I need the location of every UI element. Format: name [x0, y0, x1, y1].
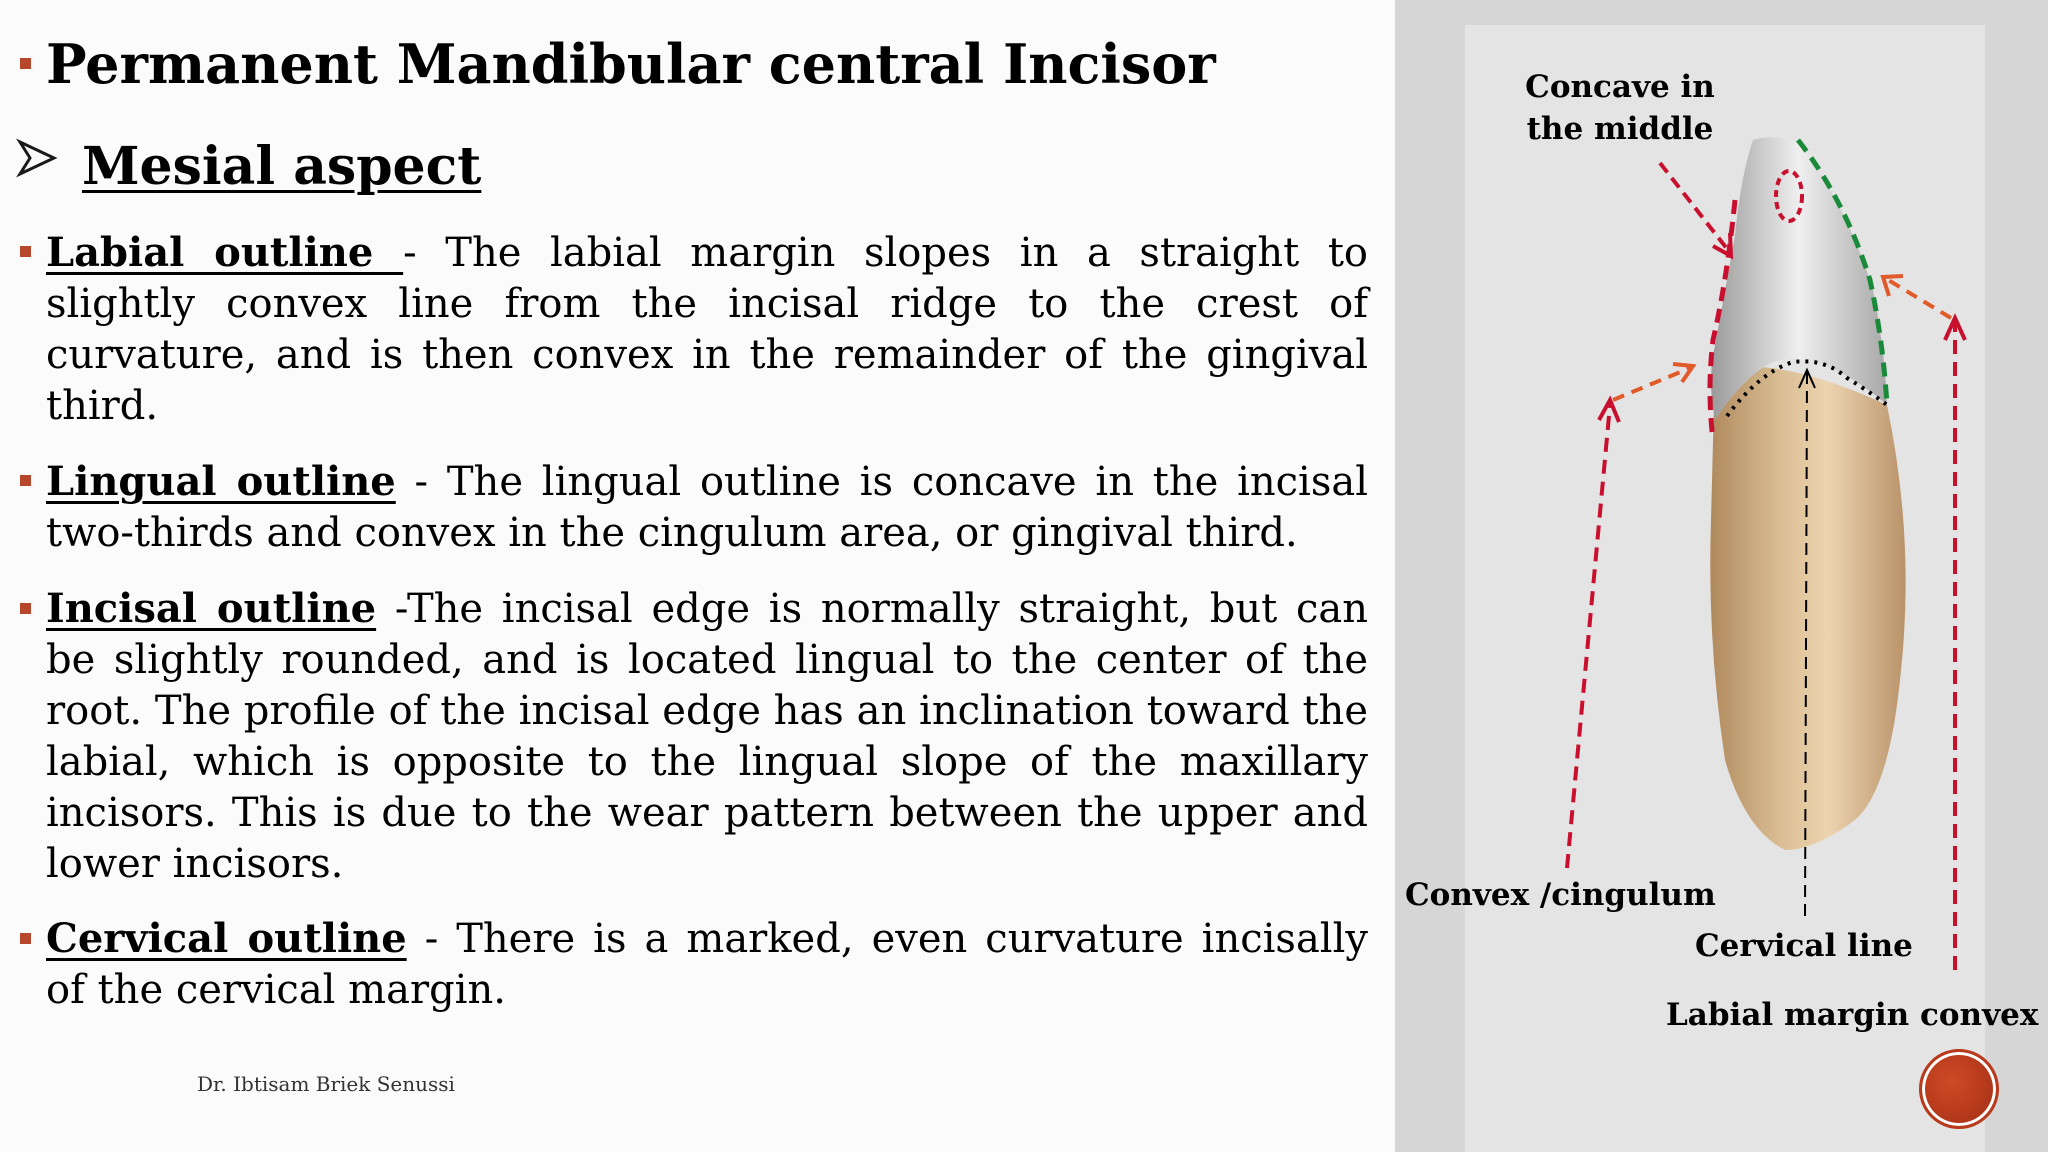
term-lingual-outline: Lingual outline: [46, 458, 396, 505]
bullet-marker: [20, 933, 31, 944]
label-convex-cingulum: Convex /cingulum: [1405, 877, 1716, 913]
bullet-marker: [20, 58, 31, 69]
tooth-root: [1710, 367, 1905, 850]
slide-title: Permanent Mandibular central Incisor: [46, 32, 1216, 96]
term-cervical-outline: Cervical outline: [46, 915, 407, 962]
tooth-diagram: [1395, 0, 2048, 1152]
slide-footer-author: Dr. Ibtisam Briek Senussi: [197, 1072, 455, 1096]
slide-logo-badge: [1919, 1049, 1999, 1129]
paragraph-text: -The incisal edge is normally straight, but can be slightly rounded, and is located lingual to the center of the root. The profile of the incisal edge has an inclination toward the labial, which is opposite to the lingual slope of the maxillary incisors. This is due to the wear pattern between the upper and lower incisors.: [46, 586, 1369, 887]
label-cervical-line: Cervical line: [1695, 928, 1913, 964]
paragraph-lingual: [46, 456, 1368, 559]
tooth-figure-panel: [1395, 0, 2048, 1152]
label-concave-middle: Concave in the middle: [1525, 69, 1715, 147]
bullet-marker: [20, 603, 31, 614]
bullet-marker: [20, 475, 31, 486]
label-labial-margin-convex: Labial margin convex: [1666, 997, 2039, 1033]
paragraph-text: - There is a marked, even curvature incisally of the cervical margin.: [46, 916, 1368, 1013]
arrow-bullet-icon: [16, 136, 60, 180]
paragraph-text: - The labial margin slopes in a straight to slightly convex line from the incisal ridge to the crest of curvature, and is then convex in the remainder of the gingival third.: [46, 230, 1368, 429]
slide-subtitle: Mesial aspect: [82, 136, 482, 197]
term-incisal-outline: Incisal outline: [46, 585, 377, 632]
paragraph-cervical: [46, 913, 1368, 1016]
paragraph-text: - The lingual outline is concave in the incisal two-thirds and convex in the cingulum area, or gingival third.: [46, 459, 1369, 556]
bullet-marker: [20, 246, 31, 257]
paragraph-labial: [46, 227, 1368, 432]
paragraph-incisal: [46, 583, 1368, 890]
term-labial-outline: Labial outline: [46, 229, 404, 276]
